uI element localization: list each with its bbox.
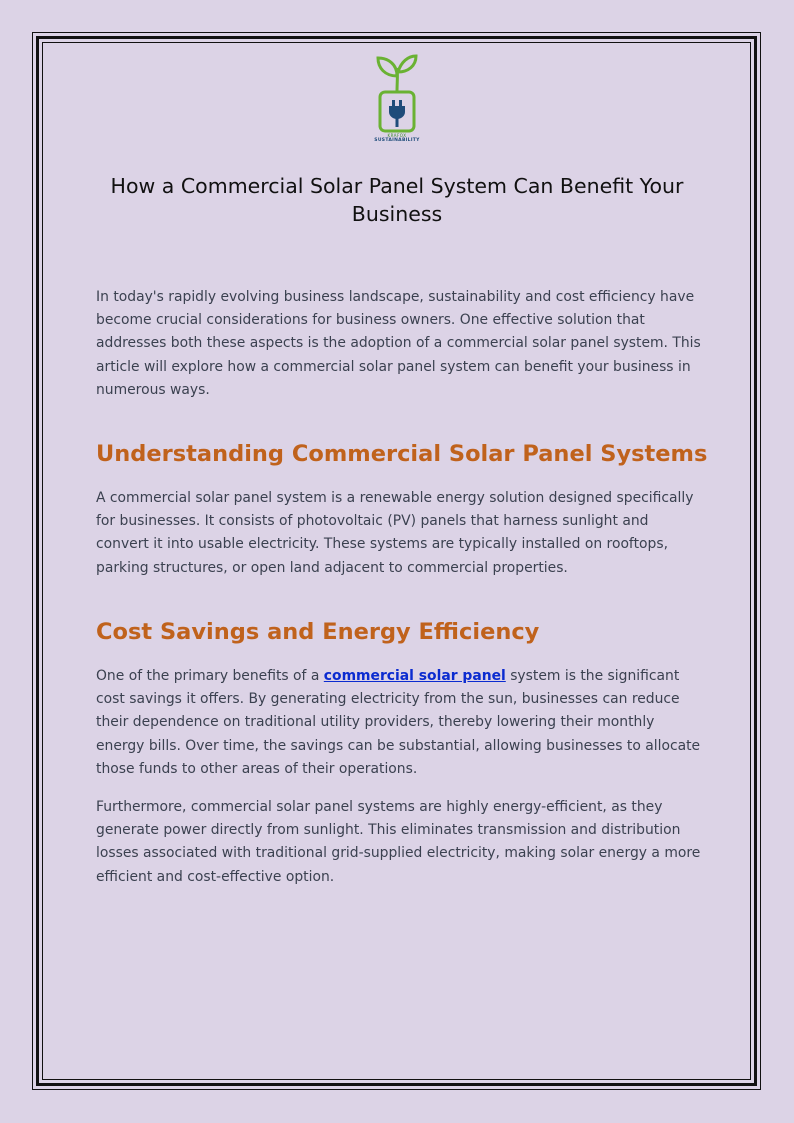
logo-icon [368, 52, 426, 146]
logo-text-tagline: SUSTAINABILITY [374, 138, 420, 143]
plug-sprout-icon [368, 52, 426, 146]
section-heading-cost-savings: Cost Savings and Energy Efficiency [96, 619, 540, 645]
section-heading-understanding: Understanding Commercial Solar Panel Systems [96, 441, 708, 467]
intro-paragraph: In today's rapidly evolving business landscape, sustainability and cost efficiency have become crucial considerations for business owners. One effective solution that addresses both these aspects is the adoption of a commercial solar panel system. This article will explore how a commercial solar panel system can benefit your business in numerous ways. [96, 289, 701, 398]
document-title: How a Commercial Solar Panel System Can Benefit Your Business [110, 174, 684, 226]
section-paragraph-cost-savings-1 [96, 665, 702, 781]
paragraph-text-after-link: system is the significant cost savings it offers. By generating electricity from the sun, businesses can reduce their dependence on traditional utility providers, thereby lowering their monthly energy bills. Over time, the savings can be substantial, allowing businesses to allocate those funds to other areas of their operations. [96, 668, 701, 777]
commercial-solar-panel-link[interactable]: commercial solar panel [323, 668, 506, 684]
section-paragraph-cost-savings-2: Furthermore, commercial solar panel systems are highly energy-efficient, as they generate power directly from sunlight. This eliminates transmission and distribution losses associated with traditional grid-supplied electricity, making solar energy a more efficient and cost-effective option. [96, 799, 701, 885]
logo-text-brand: KRAFOX [387, 133, 407, 138]
paragraph-text-before-link: One of the primary benefits of a [96, 668, 324, 684]
section-paragraph-understanding: A commercial solar panel system is a renewable energy solution designed specifically for businesses. It consists of photovoltaic (PV) panels that harness sunlight and convert it into usable electricity. These systems are typically installed on rooftops, parking structures, or open land adjacent to commercial properties. [96, 490, 694, 576]
